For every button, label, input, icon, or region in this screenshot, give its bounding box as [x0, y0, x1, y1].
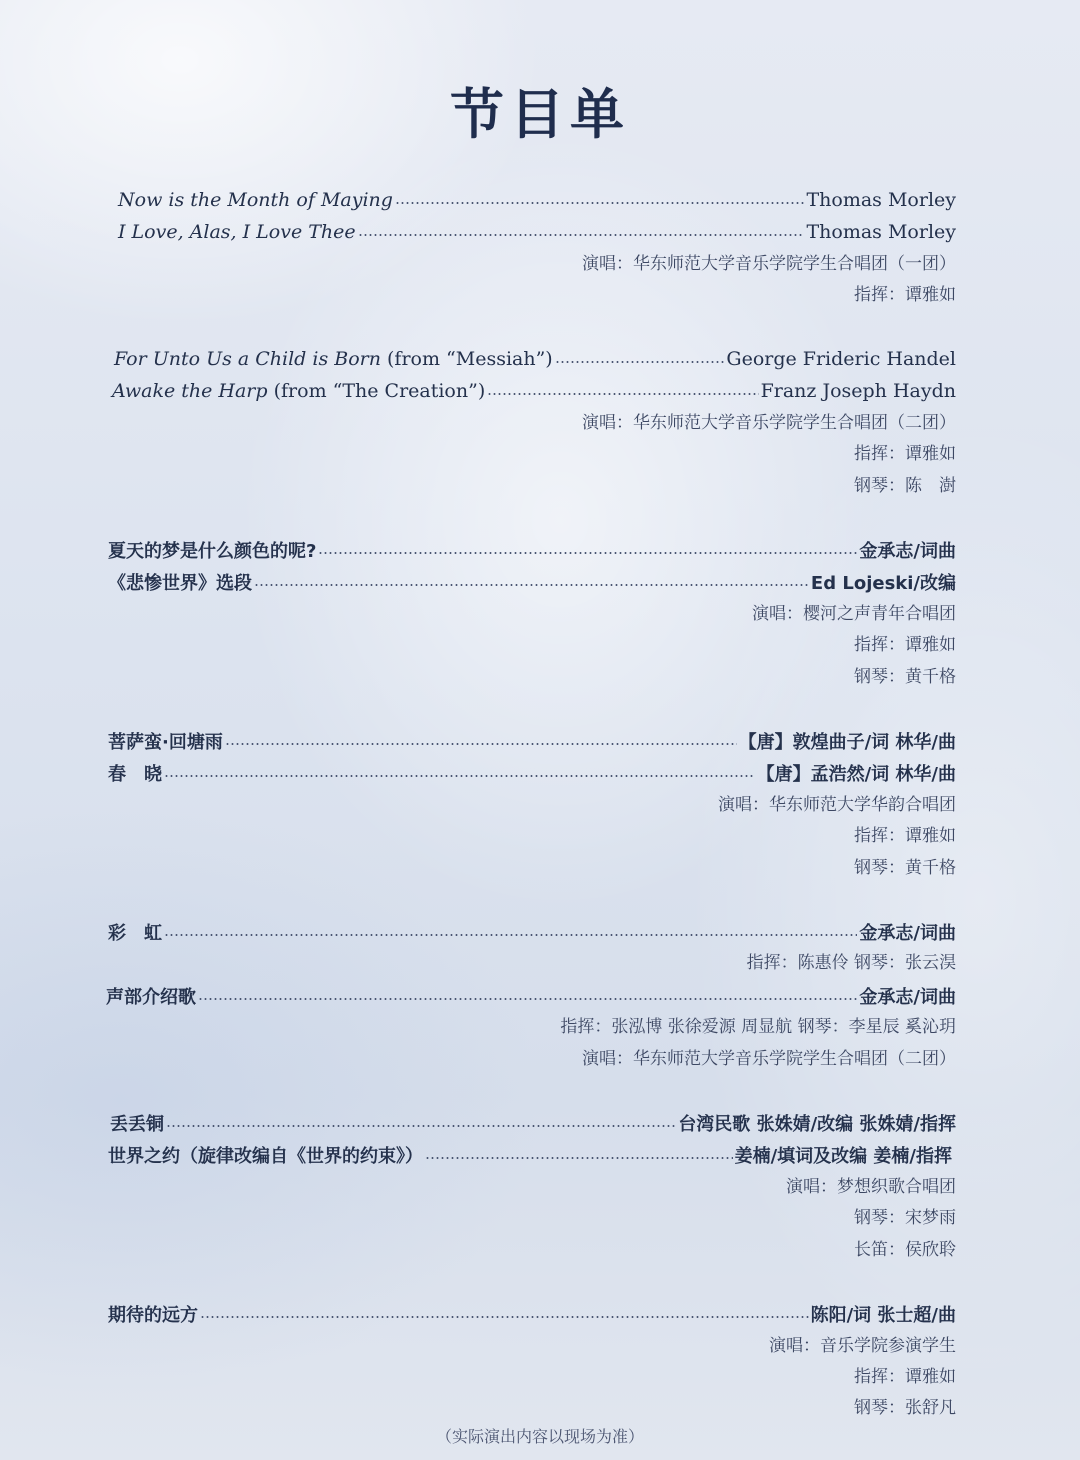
composer: 台湾民歌 张姝婧/改编 张姝婧/指挥	[678, 1114, 956, 1135]
piece-title: 声部介绍歌	[106, 987, 196, 1008]
piano-credit: 钢琴：黄千格	[854, 667, 956, 687]
piece-title: Awake the Harp (from “The Creation”)	[112, 380, 486, 402]
piece-title: For Unto Us a Child is Born (from “Messiah”)	[114, 348, 553, 370]
composer: George Frideric Handel	[726, 348, 956, 370]
piano-credit: 钢琴：陈 澍	[854, 476, 956, 496]
program-item	[108, 535, 956, 565]
performer-credit: 演唱：梦想织歌合唱团	[786, 1177, 956, 1197]
leader-dots	[358, 234, 805, 236]
piece-title: 菩萨蛮·回塘雨	[108, 732, 223, 753]
leader-dots	[164, 934, 857, 936]
piece-title: I Love, Alas, I Love Thee	[118, 221, 356, 243]
piece-title: 《悲惨世界》选段	[108, 573, 252, 594]
program-item	[118, 185, 956, 215]
leader-dots	[425, 1157, 733, 1159]
performer-credit: 演唱：华东师范大学音乐学院学生合唱团（二团）	[582, 1049, 956, 1069]
leader-dots	[487, 393, 758, 395]
composer: Franz Joseph Haydn	[760, 380, 956, 402]
page-title: 节目单	[450, 82, 630, 146]
program-item	[108, 726, 956, 756]
leader-dots	[166, 1125, 676, 1127]
performer-credit: 演唱：华东师范大学音乐学院学生合唱团（二团）	[582, 413, 956, 433]
piano-credit: 钢琴：宋梦雨	[854, 1208, 956, 1228]
composer: 姜楠/填词及改编 姜楠/指挥	[734, 1146, 952, 1167]
conductor-credit: 指挥：谭雅如	[854, 444, 956, 464]
program-item	[114, 344, 956, 374]
program-item	[108, 1299, 956, 1329]
leader-dots	[164, 775, 755, 777]
performer-credit: 演唱：华东师范大学音乐学院学生合唱团（一团）	[582, 254, 956, 274]
piece-title: 春 晓	[108, 764, 162, 785]
program-item	[108, 758, 956, 788]
program-item	[108, 567, 956, 597]
piece-title: 丢丢铜	[110, 1114, 164, 1135]
program-item	[108, 1140, 952, 1170]
flute-credit: 长笛：侯欣聆	[854, 1240, 956, 1260]
leader-dots	[395, 202, 805, 204]
conductor-credit: 指挥：谭雅如	[854, 285, 956, 305]
conductor-piano-credit: 指挥：陈惠伶 钢琴：张云淏	[746, 953, 956, 973]
leader-dots	[198, 998, 857, 1000]
composer: 金承志/词曲	[859, 987, 956, 1008]
leader-dots	[555, 361, 725, 363]
piece-title: 夏天的梦是什么颜色的呢?	[108, 541, 317, 562]
composer: 陈阳/词 张士超/曲	[810, 1305, 956, 1326]
program-item	[106, 981, 956, 1011]
performer-credit: 演唱：樱河之声青年合唱团	[752, 604, 956, 624]
composer: Thomas Morley	[806, 221, 956, 243]
piece-title: Now is the Month of Maying	[118, 189, 393, 211]
performer-credit: 演唱：华东师范大学华韵合唱团	[718, 795, 956, 815]
conductor-credit: 指挥：谭雅如	[854, 1367, 956, 1387]
piece-title: 世界之约（旋律改编自《世界的约束》）	[108, 1146, 423, 1167]
composer: 金承志/词曲	[859, 541, 956, 562]
conductor-credit: 指挥：谭雅如	[854, 826, 956, 846]
leader-dots	[200, 1316, 809, 1318]
conductor-credit: 指挥：谭雅如	[854, 635, 956, 655]
leader-dots	[254, 584, 809, 586]
piece-title: 期待的远方	[108, 1305, 198, 1326]
piece-title: 彩 虹	[108, 923, 162, 944]
conductor-piano-credit: 指挥：张泓博 张徐爱源 周显航 钢琴：李星辰 奚沁玥	[560, 1017, 956, 1037]
leader-dots	[318, 552, 857, 554]
leader-dots	[225, 743, 737, 745]
program-item	[118, 217, 956, 247]
program-item	[110, 1108, 956, 1138]
footer-note: （实际演出内容以现场为准）	[435, 1427, 644, 1446]
performer-credit: 演唱：音乐学院参演学生	[769, 1336, 956, 1356]
composer: 【唐】敦煌曲子/词 林华/曲	[738, 732, 956, 753]
piano-credit: 钢琴：黄千格	[854, 858, 956, 878]
program-item	[108, 917, 956, 947]
composer: Ed Lojeski/改编	[810, 573, 956, 594]
composer: 【唐】孟浩然/词 林华/曲	[756, 764, 956, 785]
composer: 金承志/词曲	[859, 923, 956, 944]
program-item	[112, 376, 956, 406]
piano-credit: 钢琴：张舒凡	[854, 1398, 956, 1418]
composer: Thomas Morley	[806, 189, 956, 211]
